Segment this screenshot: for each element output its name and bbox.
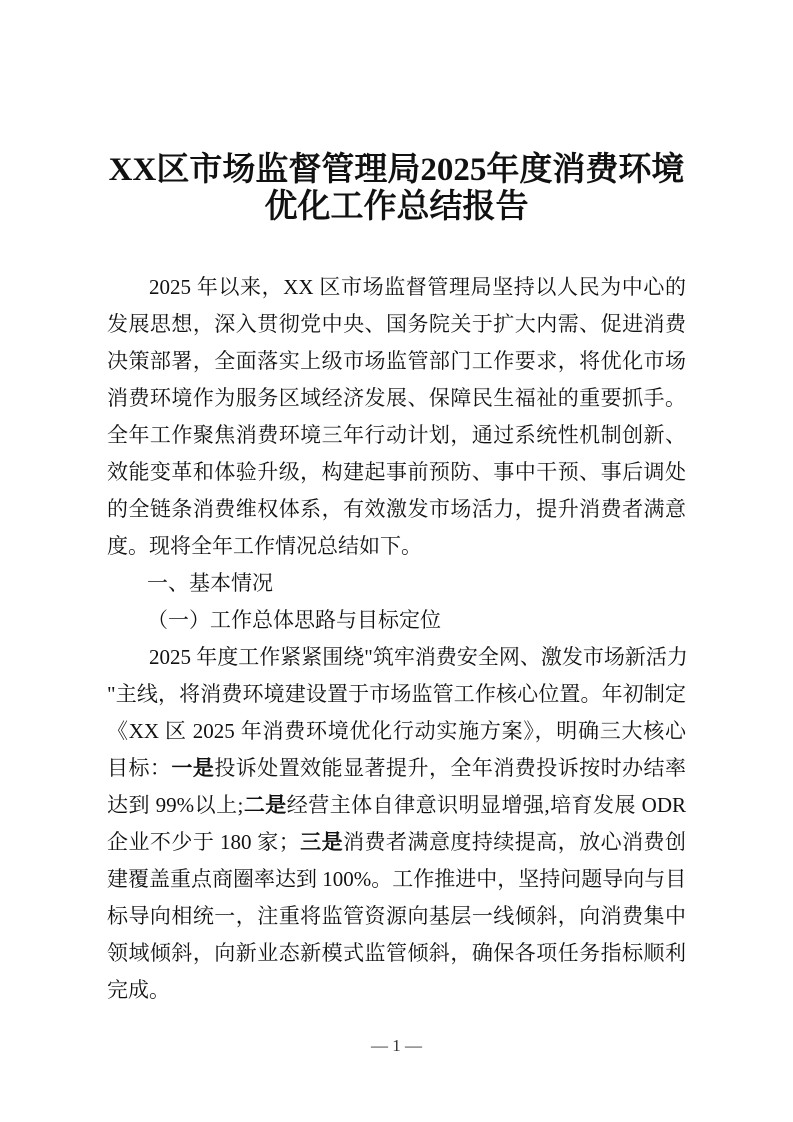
paragraph-line bbox=[107, 972, 686, 1009]
text-segment: 《XX 区 2025 年消费环境优化行动实施方案》，明确三大核心 bbox=[107, 719, 686, 743]
text-segment: 消费环境作为服务区域经济发展、保障民生福祉的重要抓手。 bbox=[107, 386, 686, 410]
text-segment: 建覆盖重点商圈率达到 100%。工作推进中，坚持问题导向与目 bbox=[107, 867, 687, 891]
paragraph-line bbox=[107, 898, 686, 935]
text-segment: 一、基本情况 bbox=[147, 571, 273, 595]
paragraph-line bbox=[107, 639, 686, 676]
text-segment: 经营主体自律意识明显增强,培育发展 ODR bbox=[286, 793, 687, 817]
text-segment: 的全链条消费维权体系，有效激发市场活力，提升消费者满意 bbox=[107, 497, 686, 521]
paragraph-line bbox=[107, 787, 686, 824]
section-heading bbox=[107, 565, 686, 602]
text-segment: 度。现将全年工作情况总结如下。 bbox=[107, 534, 422, 558]
section-heading bbox=[107, 602, 686, 639]
text-segment: 投诉处置效能显著提升，全年消费投诉按时办结率 bbox=[214, 756, 687, 780]
text-segment: 完成。 bbox=[107, 978, 170, 1002]
paragraph-line bbox=[107, 935, 686, 972]
paragraph-line bbox=[107, 454, 686, 491]
text-segment: 目标： bbox=[107, 756, 172, 780]
paragraph-line bbox=[107, 269, 686, 306]
paragraph-line bbox=[107, 380, 686, 417]
paragraph-line bbox=[107, 306, 686, 343]
bold-text: 二是 bbox=[243, 793, 287, 817]
text-segment: 效能变革和体验升级，构建起事前预防、事中干预、事后调处 bbox=[107, 460, 686, 484]
paragraph-line bbox=[107, 528, 686, 565]
text-segment: 决策部署，全面落实上级市场监管部门工作要求，将优化市场 bbox=[107, 349, 686, 373]
document-title-line-2: 优化工作总结报告 bbox=[264, 189, 529, 225]
text-segment: 全年工作聚焦消费环境三年行动计划，通过系统性机制创新、 bbox=[107, 423, 686, 447]
text-segment: 发展思想，深入贯彻党中央、国务院关于扩大内需、促进消费 bbox=[107, 312, 686, 336]
paragraph-line bbox=[107, 491, 686, 528]
paragraph-line bbox=[107, 417, 686, 454]
text-segment: 标导向相统一，注重将监管资源向基层一线倾斜，向消费集中 bbox=[107, 904, 686, 928]
text-segment: 企业不少于 180 家； bbox=[107, 830, 300, 854]
document-title-line-1: XX区市场监督管理局2025年度消费环境 bbox=[108, 152, 685, 188]
paragraph-line bbox=[107, 861, 686, 898]
text-segment: 领域倾斜，向新业态新模式监管倾斜，确保各项任务指标顺利 bbox=[107, 941, 686, 965]
text-segment: 2025 年以来，XX 区市场监督管理局坚持以人民为中心的 bbox=[149, 275, 686, 299]
paragraph-line bbox=[107, 824, 686, 861]
text-segment: 达到 99%以上; bbox=[107, 793, 244, 817]
bold-text: 三是 bbox=[299, 830, 344, 854]
text-segment: 消费者满意度持续提高，放心消费创 bbox=[343, 830, 687, 854]
page-number: — 1 — bbox=[371, 1036, 422, 1055]
text-segment: （一）工作总体思路与目标定位 bbox=[147, 608, 441, 632]
paragraph-line bbox=[107, 750, 686, 787]
paragraph-line bbox=[107, 713, 686, 750]
paragraph-line bbox=[107, 343, 686, 380]
text-segment: 2025 年度工作紧紧围绕"筑牢消费安全网、激发市场新活力 bbox=[149, 645, 688, 669]
document-body bbox=[107, 269, 686, 1009]
bold-text: 一是 bbox=[171, 756, 215, 780]
paragraph-line bbox=[107, 676, 686, 713]
text-segment: "主线，将消费环境建设置于市场监管工作核心位置。年初制定 bbox=[107, 682, 686, 706]
